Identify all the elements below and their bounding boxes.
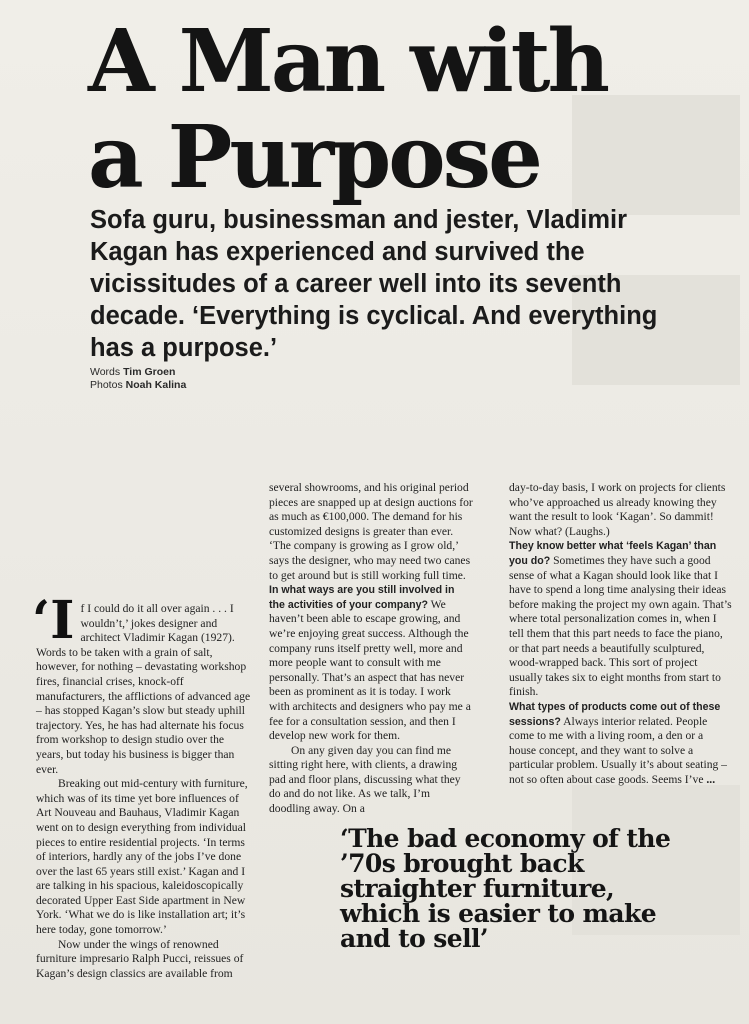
interview-question: In what ways are you still involved in the activities of your company? bbox=[269, 584, 455, 611]
words-author: Tim Groen bbox=[123, 366, 176, 378]
continued-marker: ... bbox=[706, 772, 716, 786]
interview-answer: Always interior related. People come to me with a living room, a den or a house concept, and they want to solve a particular problem. Usually it’s about seating – not so often about case goods. Seems I’ve bbox=[509, 714, 727, 786]
col1-paragraph-2: Breaking out mid-century with furniture, which was of its time yet bore influences of Art Nouveau and Bauhaus, Vladimir Kagan went on to design everything from individual pieces to entire residential projects. ‘In terms of interiors, hardly any of the jobs I’ve done over the last 65 years still exist.’ Kagan and I are talking in his spacious, kaleidoscopically decorated Upper East Side apartment in New York. ‘What we do is like installation art; it’s here today, gone tomorrow.’ bbox=[36, 777, 248, 937]
interview-question: They know better what ‘feels Kagan’ than you do? bbox=[509, 540, 717, 567]
body-column-3 bbox=[509, 481, 733, 787]
credit-photos bbox=[90, 379, 186, 392]
col2-paragraph-2: On any given day you can find me sitting right here, with clients, a drawing pad and floor plans, discussing what they do and do not like. As we talk, I’m doodling away. On a bbox=[269, 743, 461, 816]
credits bbox=[90, 366, 186, 392]
interview-answer: We haven’t been able to escape growing, and we’re enjoying great success. Although the company runs itself pretty well, more and more people want to consult with me personally. That’s an aspect that has never been as prominent as it is today. I work with architects and designers who pay me a fee for a consultation session, and then I develop new work for them. bbox=[269, 597, 471, 743]
photos-label: Photos bbox=[90, 379, 123, 391]
col3-paragraph-1: day-to-day basis, I work on projects for clients who’ve approached us already knowing they want the result to look ‘Kagan’. So dammit! Now what? (Laughs.) bbox=[509, 481, 726, 538]
standfirst: Sofa guru, businessman and jester, Vladimir Kagan has experienced and survived the vicissitudes of a career well into its seventh decade. ‘Everything is cyclical. And everything has a purpose.’ bbox=[90, 206, 658, 362]
drop-cap: ‘I bbox=[32, 590, 75, 651]
interview-answer: Sometimes they have such a good sense of what a Kagan should look like that I have to spend a long time analysing their ideas before making the project my own again. That’s where total personalization comes in, when I tell them that this part needs to face the piano, or that part needs a beautifully sculptured, wood-wrapped back. This sort of project usually takes six to eight months from start to finish. bbox=[509, 553, 732, 699]
credit-words bbox=[90, 366, 186, 379]
title-line-2: a Purpose bbox=[88, 107, 540, 208]
col3-qa-2 bbox=[509, 539, 733, 700]
title-line-1: A Man with bbox=[88, 11, 608, 112]
article-title bbox=[88, 11, 608, 208]
pull-quote: ‘The bad economy of the ’70s brought back straighter furniture, which is easier to make and to sell’ bbox=[340, 824, 671, 953]
col2-paragraph-1: several showrooms, and his original period pieces are snapped up at design auctions for as much as €100,000. The demand for his customized designs is greater than ever. ‘The company is growing as I grow old,’ says the designer, who may need two canes to get around but is still working full time. bbox=[269, 481, 473, 582]
words-label: Words bbox=[90, 366, 121, 378]
col2-qa-1 bbox=[269, 583, 473, 744]
col1-paragraph-1 bbox=[32, 590, 254, 777]
body-column-2 bbox=[269, 481, 473, 817]
photos-author: Noah Kalina bbox=[125, 379, 187, 391]
body-column-1 bbox=[32, 590, 254, 981]
col1-paragraph-3: Now under the wings of renowned furniture impresario Ralph Pucci, reissues of Kagan’s design classics are available from bbox=[36, 937, 244, 980]
col3-qa-3 bbox=[509, 700, 733, 788]
col1-p1-text: f I could do it all over again . . . I wouldn’t,’ jokes designer and architect Vladimir Kagan (1927). Words to be taken with a grain of salt, however, for nothing – devastating workshop fires, financial crises, knock-off manufacturers, the afflictions of advanced age – has stopped Kagan’s slow but steady uphill trajectory. Yes, he has had alternate his focus from workshop to design studio over the years, but today his business is bigger than ever. bbox=[36, 602, 251, 776]
interview-question: What types of products come out of these sessions? bbox=[509, 700, 721, 728]
